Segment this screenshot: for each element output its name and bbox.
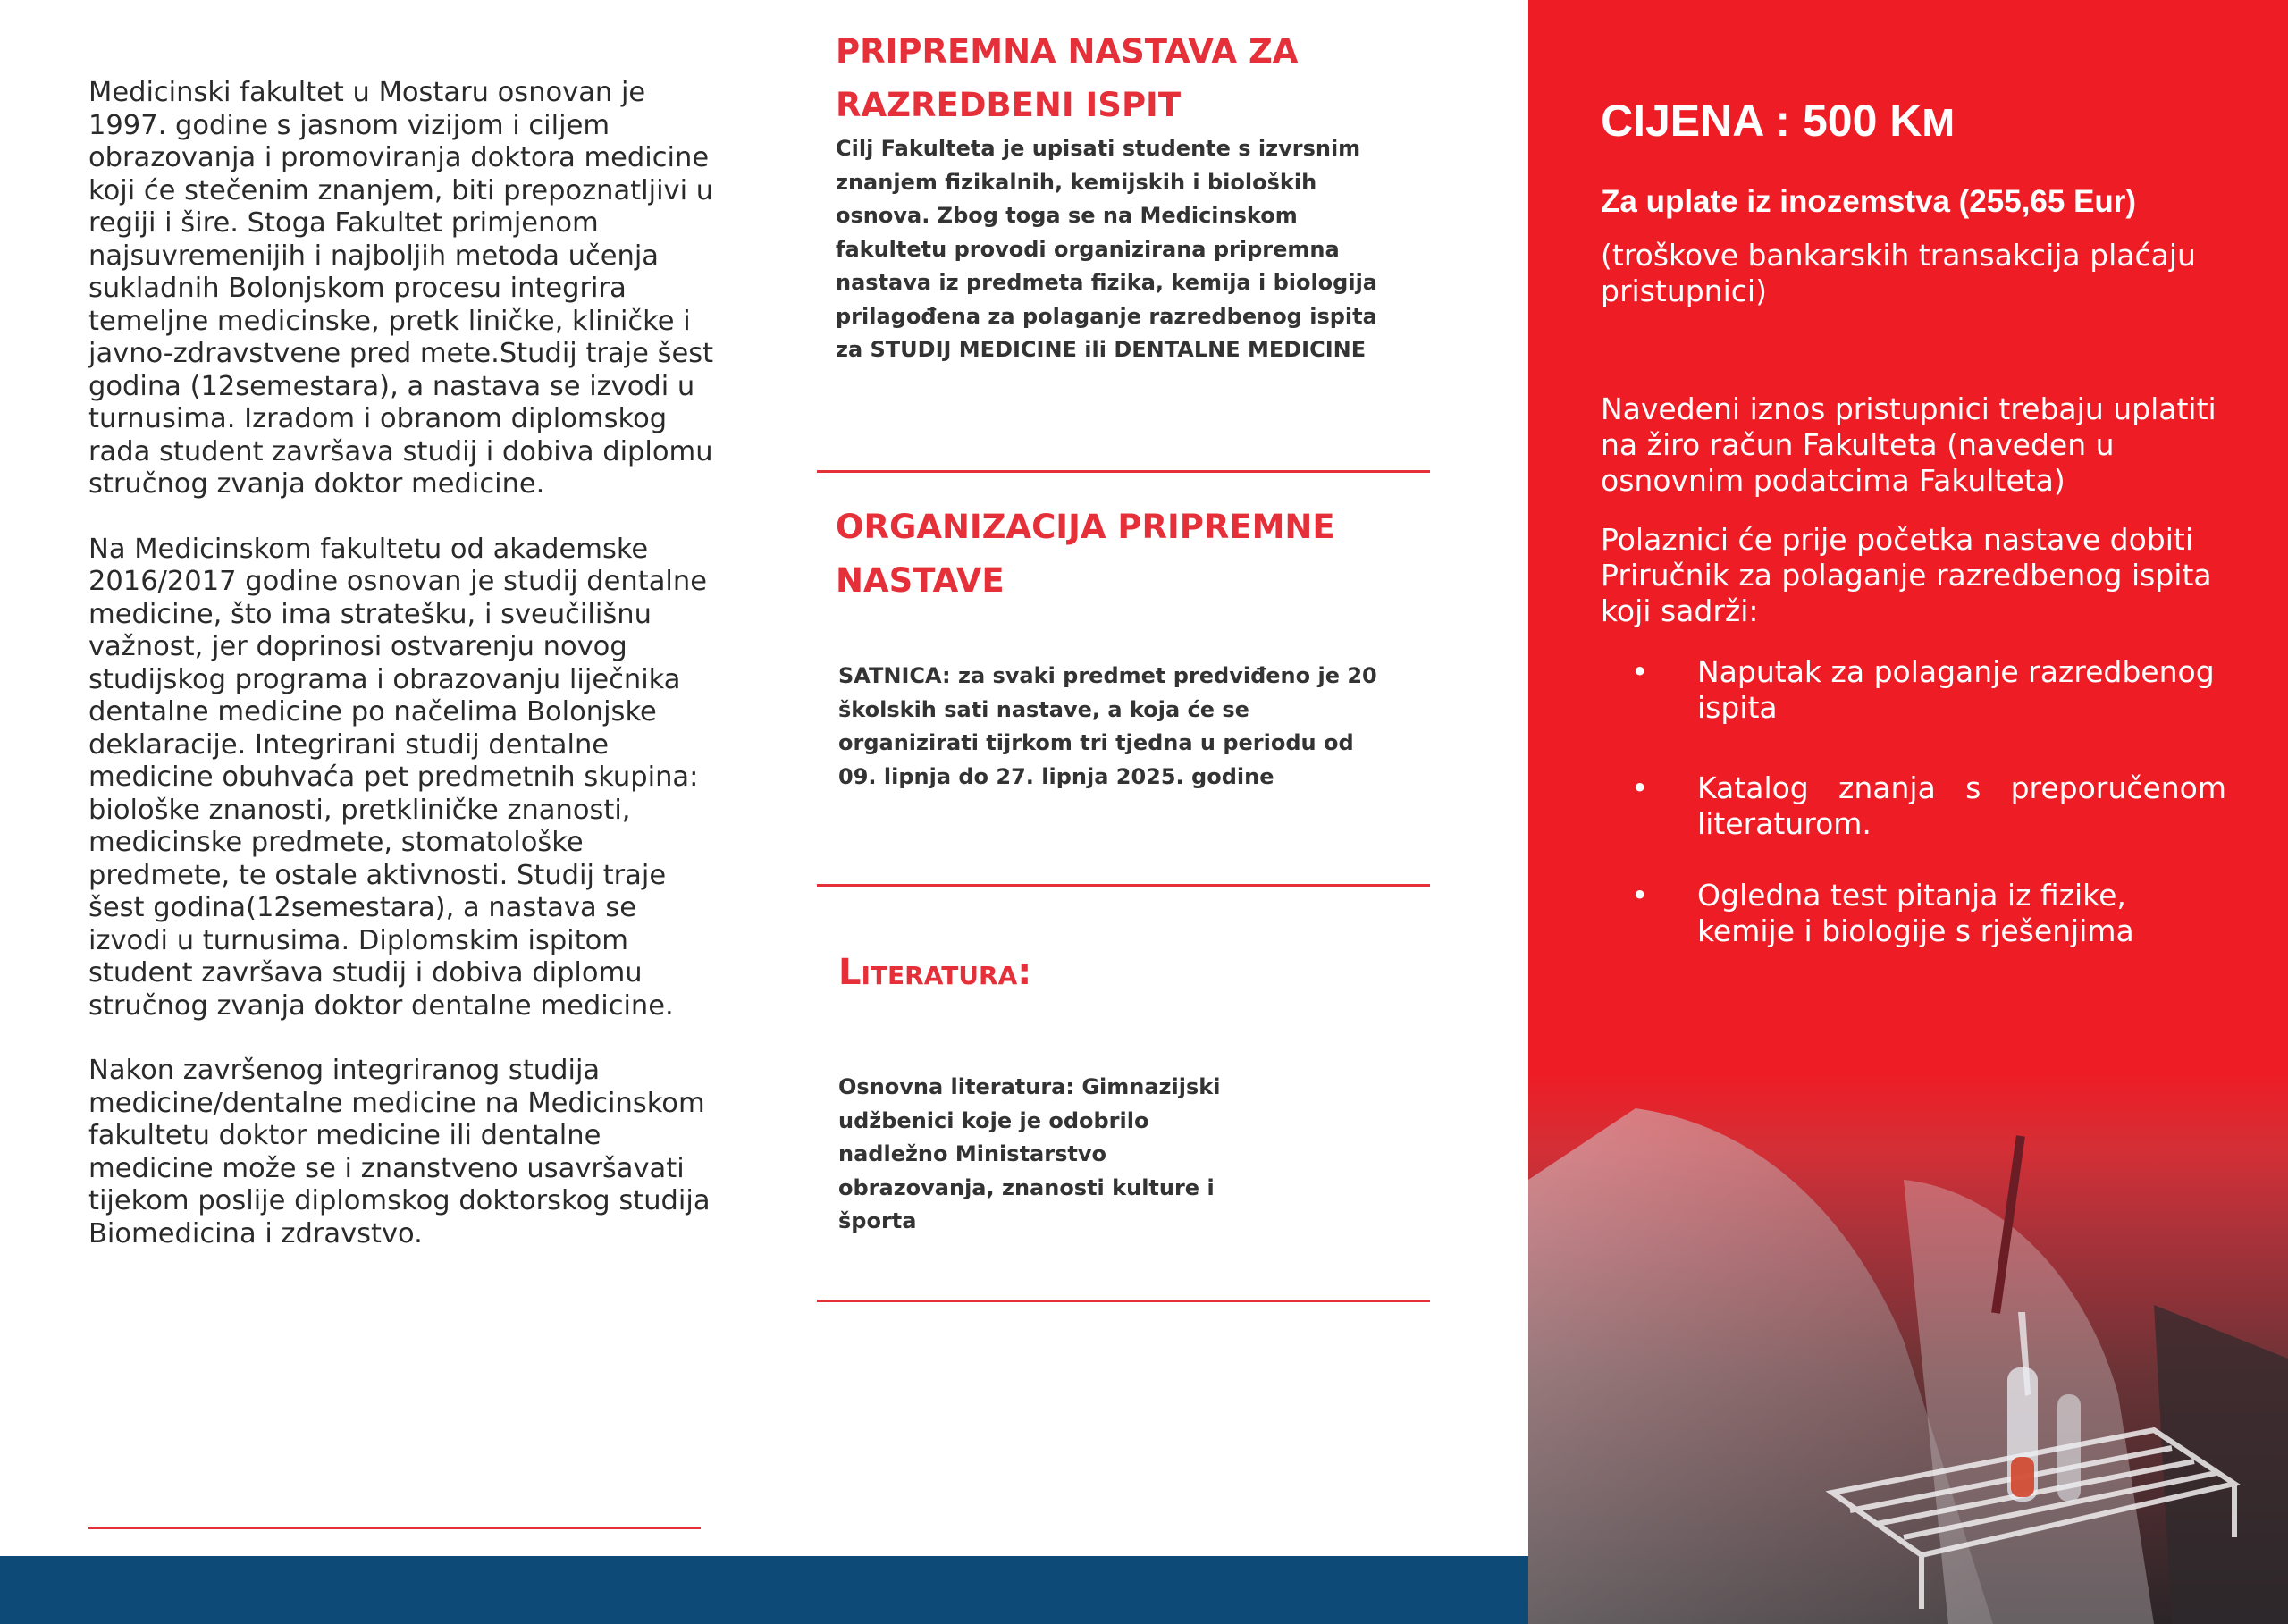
payment-instructions: Navedeni iznos pristupnici trebaju uplatiti na žiro račun Fakulteta (naveden u osnovnim podatcima Fakulteta) <box>1601 391 2216 498</box>
middle-divider-2 <box>817 884 1430 887</box>
bullet-icon: • <box>1631 770 1649 805</box>
middle-divider-3 <box>817 1300 1430 1302</box>
list-item <box>1601 654 2226 726</box>
list-item-text: Naputak za polaganje razredbenog ispita <box>1697 654 2215 725</box>
intro-paragraph-1: Medicinski fakultet u Mostaru osnovan je 1997. godine s jasnom vizijom i ciljem obrazovanja i promoviranja doktora medicine koji će stečenim znanjem, biti prepoznatljivi u regiji i šire. Stoga Fakultet primjenom najsuvremenijih i najboljih metoda učenja sukladnih Bolonjskom procesu integrira temeljne medicinske, pretk liničke, kliničke i javno-zdravstvene pred mete.Studij traje šest godina (12semestara), a nastava se izvodi u turnusima. Izradom i obranom diplomskog rada student završava studij i dobiva diplomu stručnog zvanja doktor medicine. <box>88 77 714 500</box>
section-title-line: PRIPREMNA NASTAVA ZA <box>836 32 1299 71</box>
section-body-preparatory: Cilj Fakulteta je upisati studente s izvrsnim znanjem fizikalnih, kemijskih i bioloških osnova. Zbog toga se na Medicinskom fakultetu provodi organizirana pripremna nastava iz predmeta fizika, kemija i biologija prilagođena za polaganje razredbenog ispita za STUDIJ MEDICINE ili DENTALNE MEDICINE <box>836 136 1377 362</box>
laboratory-photo <box>1528 1073 2288 1624</box>
price-panel <box>1528 0 2288 1624</box>
list-item-text: Ogledna test pitanja iz fizike, kemije i biologije s rješenjima <box>1697 878 2134 948</box>
section-title-preparatory <box>836 25 1390 132</box>
section-body-literature: Osnovna literatura: Gimnazijski udžbenici koje je odobrilo nadležno Ministarstvo obrazovanja, znanosti kulture i športa <box>838 1074 1221 1233</box>
bullet-icon: • <box>1631 878 1649 913</box>
intro-paragraph-3: Nakon završenog integriranog studija medicine/dentalne medicine na Medicinskom fakultetu doktor medicine ili dentalne medicine može se i znanstveno usavršavati tijekom poslije diplomskog doktorskog studija Biomedicina i zdravstvo. <box>88 1055 711 1250</box>
middle-divider-1 <box>817 470 1430 473</box>
list-item <box>1601 878 2226 949</box>
price-currency-suffix: M <box>1922 101 1956 145</box>
left-divider <box>88 1527 701 1529</box>
list-item <box>1601 770 2226 842</box>
foreign-payment-note: Za uplate iz inozemstva (255,65 Eur) <box>1601 184 2137 219</box>
bank-fees-note: (troškove bankarskih transakcija plaćaju pristupnici) <box>1601 238 2196 308</box>
bullet-icon: • <box>1631 654 1649 689</box>
section-title-line: ORGANIZACIJA PRIPREMNE <box>836 508 1335 546</box>
section-title-organization <box>836 501 1390 608</box>
handbook-contents-list <box>1601 654 2226 949</box>
price-amount: CIJENA : 500 K <box>1601 96 1922 146</box>
section-body-schedule: SATNICA: za svaki predmet predviđeno je 20 školskih sati nastave, a koja će se organizirati tijrkom tri tjedna u periodu od 09. lipnja do 27. lipnja 2025. godine <box>838 663 1377 789</box>
footer-bar <box>0 1556 1528 1624</box>
price-heading <box>1601 92 1955 152</box>
lab-pipette-illustration <box>1528 1073 2288 1624</box>
section-title-line: NASTAVE <box>836 561 1005 600</box>
list-item-text: Katalog znanja s preporučenom literaturom. <box>1697 770 2226 841</box>
handbook-intro: Polaznici će prije početka nastave dobiti Priručnik za polaganje razredbenog ispita koji sadrži: <box>1601 522 2212 628</box>
intro-column <box>88 77 714 1283</box>
section-title-literature: Literatura: <box>838 952 1032 993</box>
section-title-line: RAZREDBENI ISPIT <box>836 86 1182 124</box>
intro-paragraph-2: Na Medicinskom fakultetu od akademske 2016/2017 godine osnovan je studij dentalne medicine, što ima stratešku, i sveučilišnu važnost, jer doprinosi ostvarenju novog studijskog programa i obrazovanju liječnika dentalne medicine po načelima Bolonjske deklaracije. Integrirani studij dentalne medicine obuhvaća pet predmetnih skupina: biološke znanosti, pretkliničke znanosti, medicinske predmete, stomatološke predmete, te ostale aktivnosti. Studij traje šest godina(12semestara), a nastava se izvodi u turnusima. Diplomskim ispitom student završava studij i dobiva diplomu stručnog zvanja doktor dentalne medicine. <box>88 533 707 1022</box>
